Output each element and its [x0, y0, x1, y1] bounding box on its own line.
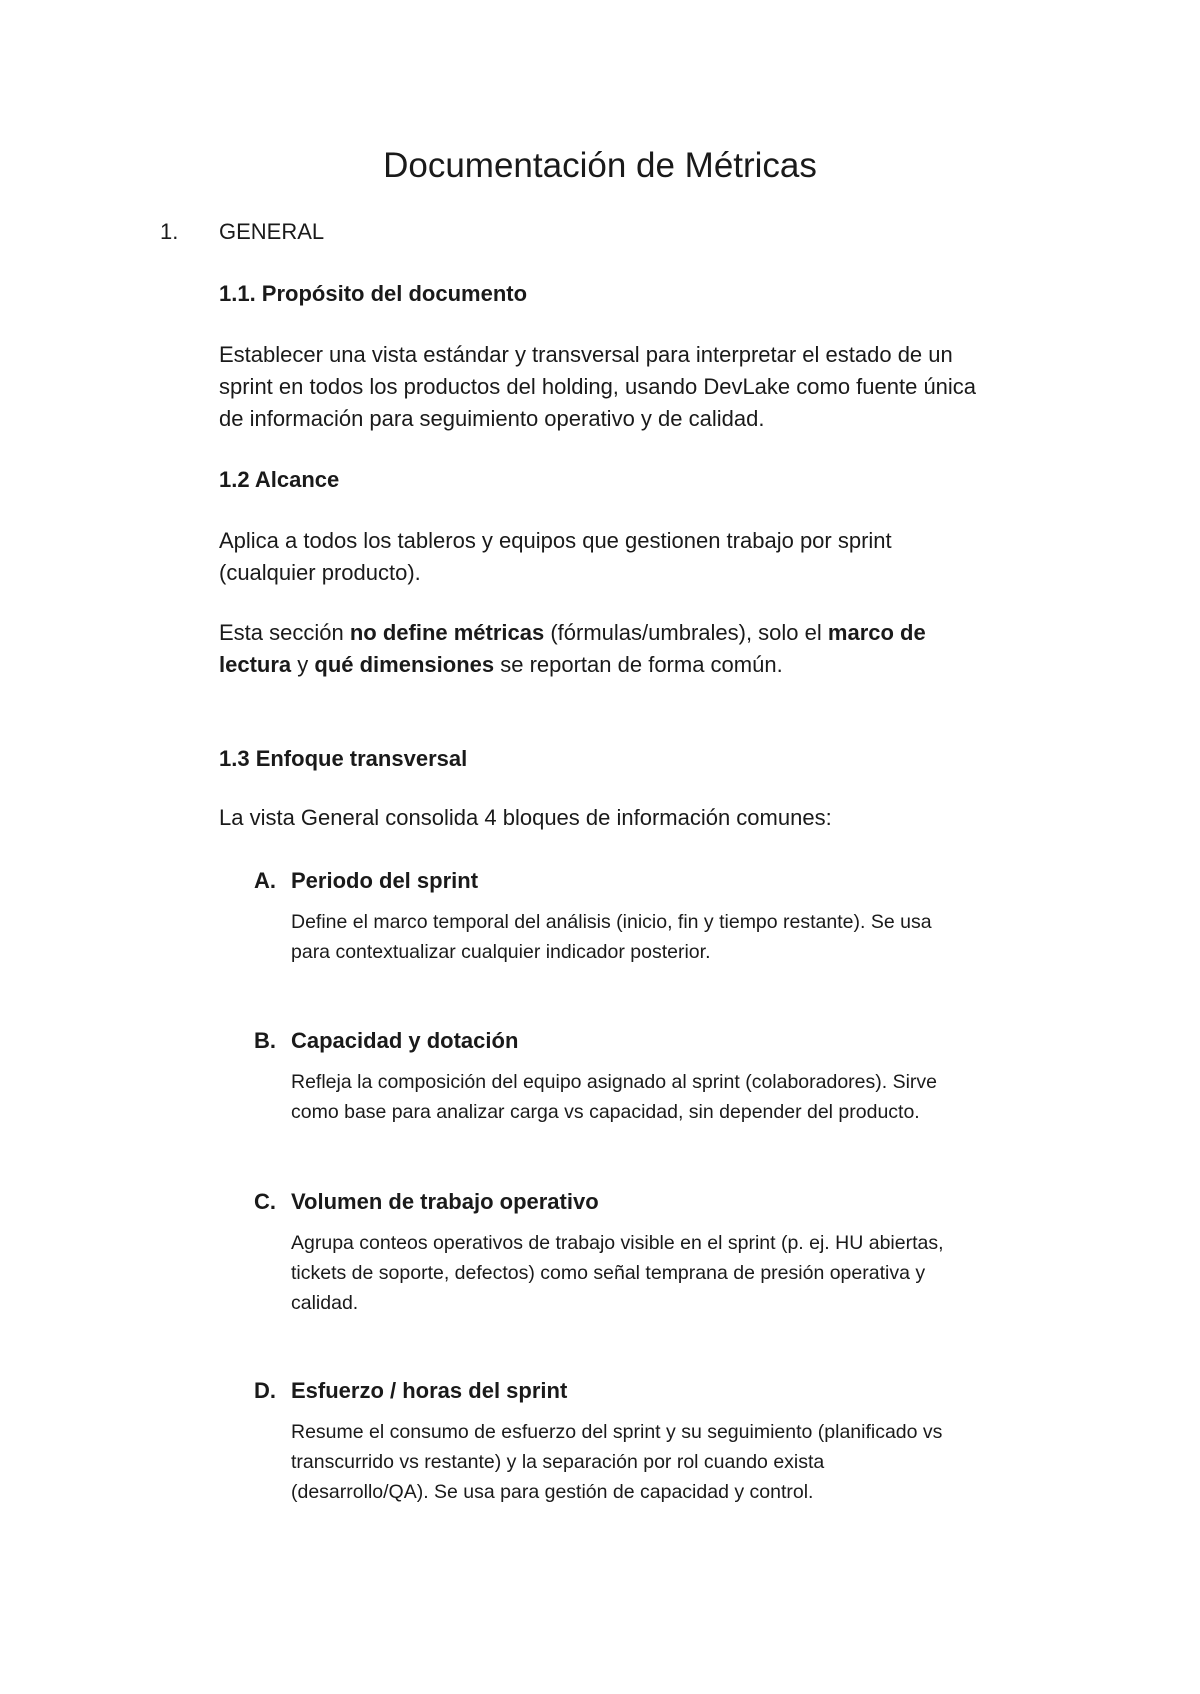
bold-text: no define métricas	[349, 620, 545, 645]
description-line: Agrupa conteos operativos de trabajo visible en el sprint (p. ej. HU abiertas,	[291, 1232, 944, 1254]
paragraph-alcance	[219, 525, 1099, 589]
text-run: y	[291, 652, 315, 677]
paragraph-line	[219, 649, 1099, 681]
paragraph-line: sprint en todos los productos del holding, usando DevLake como fuente única	[219, 374, 977, 399]
description-line: tickets de soporte, defectos) como señal temprana de presión operativa y	[291, 1262, 926, 1284]
description-line: Resume el consumo de esfuerzo del sprint y su seguimiento (planificado vs	[291, 1421, 943, 1443]
text-run: se reportan de forma común.	[494, 652, 783, 677]
bold-text: qué dimensiones	[314, 652, 495, 677]
description-line: calidad.	[291, 1292, 359, 1314]
subsection-heading-enfoque: 1.3 Enfoque transversal	[219, 746, 468, 771]
block-description-a	[291, 907, 1081, 967]
description-line: (desarrollo/QA). Se usa para gestión de capacidad y control.	[291, 1481, 814, 1503]
block-title: Esfuerzo / horas del sprint	[291, 1378, 568, 1403]
block-description-c	[291, 1228, 1081, 1318]
subsection-heading-alcance: 1.2 Alcance	[219, 467, 340, 492]
block-description-b	[291, 1067, 1081, 1127]
document-title: Documentación de Métricas	[383, 146, 817, 185]
description-line: Define el marco temporal del análisis (inicio, fin y tiempo restante). Se usa	[291, 911, 932, 933]
paragraph-line	[219, 617, 1099, 649]
paragraph-line: de información para seguimiento operativo y de calidad.	[219, 406, 765, 431]
section-title: GENERAL	[219, 219, 325, 244]
description-line: como base para analizar carga vs capacidad, sin depender del producto.	[291, 1101, 920, 1123]
paragraph-line: Establecer una vista estándar y transversal para interpretar el estado de un	[219, 342, 953, 367]
block-description-d	[291, 1417, 1081, 1507]
paragraph-enfoque-intro	[219, 802, 1099, 834]
text-run: Esta sección	[219, 620, 350, 645]
block-letter: D.	[254, 1378, 276, 1403]
paragraph-alcance-note	[219, 617, 1099, 681]
block-letter: C.	[254, 1189, 276, 1214]
section-number: 1.	[160, 219, 179, 244]
text-run: (fórmulas/umbrales), solo el	[544, 620, 828, 645]
paragraph-proposito	[219, 339, 1099, 435]
bold-text: marco de	[827, 620, 926, 645]
description-line: para contextualizar cualquier indicador posterior.	[291, 941, 711, 963]
block-title: Capacidad y dotación	[291, 1028, 519, 1053]
block-letter: A.	[254, 868, 276, 893]
bold-text: lectura	[219, 652, 292, 677]
paragraph-line: La vista General consolida 4 bloques de información comunes:	[219, 805, 832, 830]
paragraph-line: (cualquier producto).	[219, 560, 421, 585]
subsection-heading-proposito: 1.1. Propósito del documento	[219, 281, 528, 306]
block-letter: B.	[254, 1028, 276, 1053]
block-title: Periodo del sprint	[291, 868, 479, 893]
description-line: transcurrido vs restante) y la separación por rol cuando exista	[291, 1451, 825, 1473]
description-line: Refleja la composición del equipo asignado al sprint (colaboradores). Sirve	[291, 1071, 938, 1093]
block-title: Volumen de trabajo operativo	[291, 1189, 599, 1214]
paragraph-line: Aplica a todos los tableros y equipos que gestionen trabajo por sprint	[219, 528, 892, 553]
